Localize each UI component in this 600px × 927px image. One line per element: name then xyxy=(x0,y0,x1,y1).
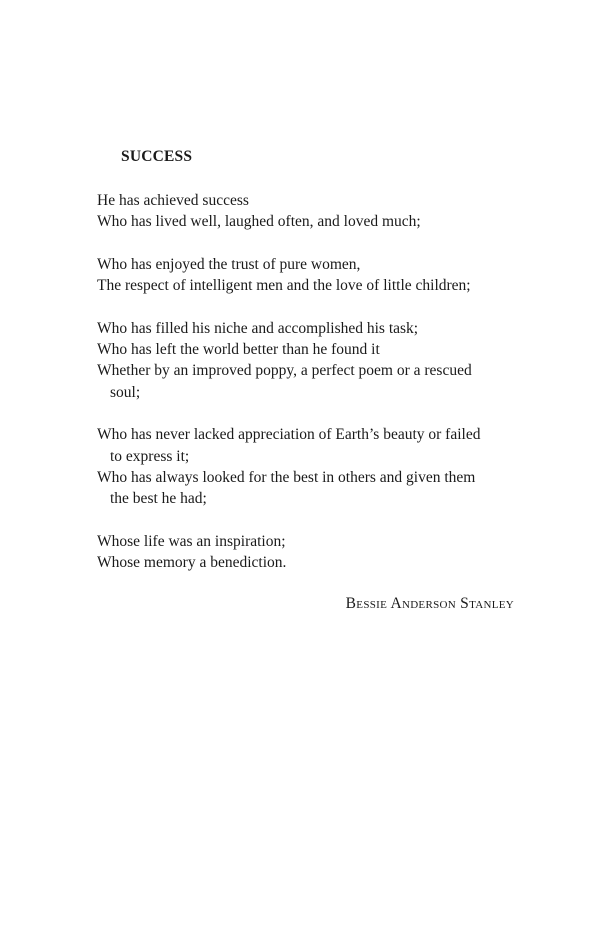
poem-author: Bessie Anderson Stanley xyxy=(345,595,514,612)
poem-line: Who has enjoyed the trust of pure women, xyxy=(97,255,361,273)
poem-line: Whether by an improved poppy, a perfect poem or a rescued xyxy=(97,362,472,380)
stanza-1 xyxy=(97,190,527,233)
poem-line: Who has never lacked appreciation of Earth’s beauty or failed xyxy=(97,426,481,444)
poem-line-continuation: soul; xyxy=(110,383,141,401)
stanza-2 xyxy=(97,254,527,297)
poem-line: Who has filled his niche and accomplished his task; xyxy=(97,319,419,337)
poem-line-continuation: the best he had; xyxy=(110,490,207,508)
poem-line: Whose life was an inspiration; xyxy=(97,532,286,550)
stanza-3 xyxy=(97,318,527,403)
poem-title: SUCCESS xyxy=(121,148,193,165)
poem-line-continuation: to express it; xyxy=(110,447,190,465)
stanza-4 xyxy=(97,424,527,509)
poem-line: The respect of intelligent men and the love of little children; xyxy=(97,277,471,295)
poem-line: Who has left the world better than he found it xyxy=(97,341,380,359)
poem-line: Who has lived well, laughed often, and loved much; xyxy=(97,213,421,231)
poem-line: He has achieved success xyxy=(97,192,249,209)
poem-line: Whose memory a benediction. xyxy=(97,554,287,572)
poem-body xyxy=(97,190,527,595)
poem-line: Who has always looked for the best in others and given them xyxy=(97,468,476,486)
stanza-5 xyxy=(97,531,527,574)
